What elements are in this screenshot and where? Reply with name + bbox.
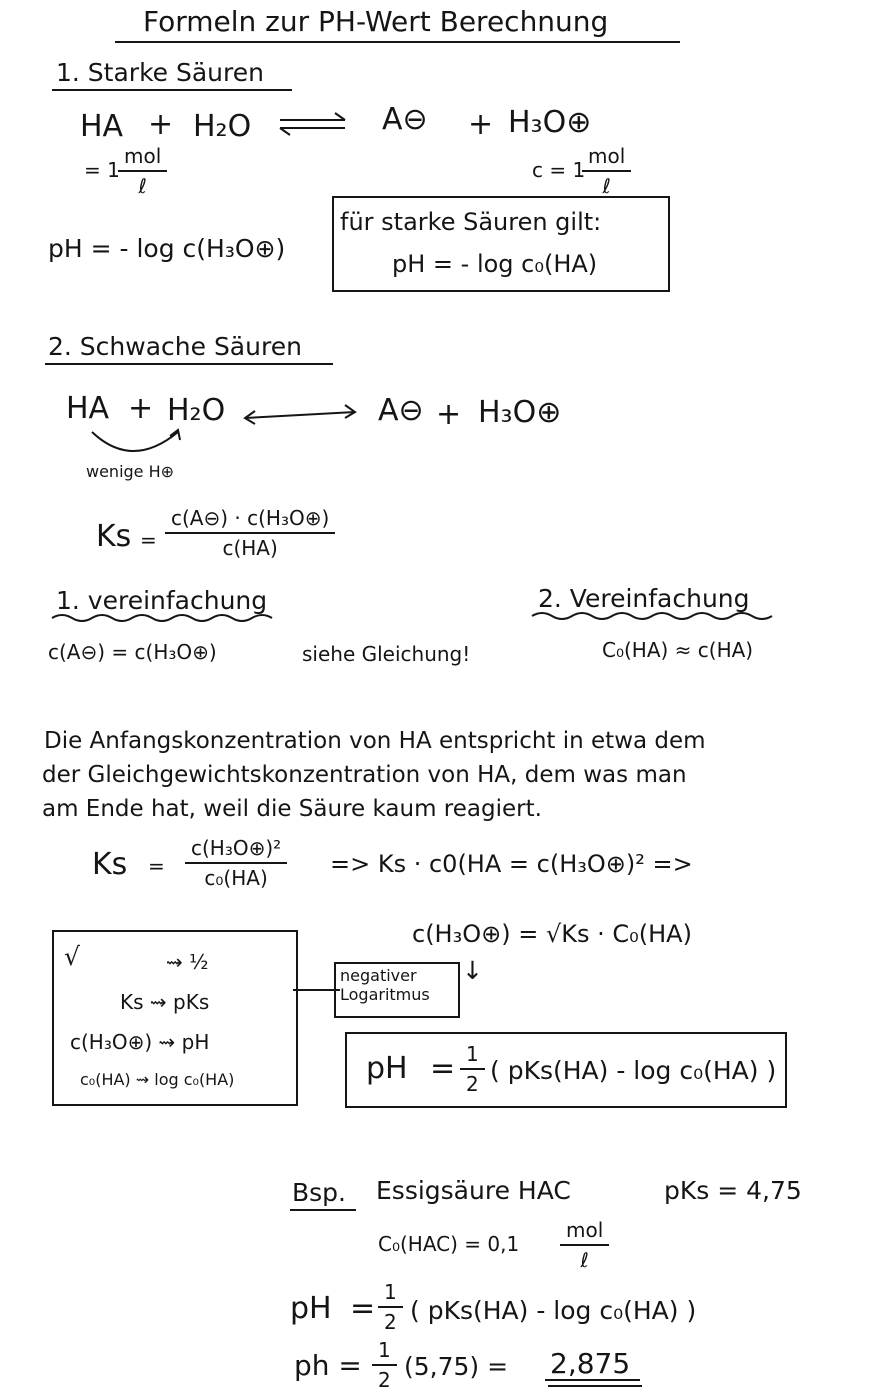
strong-rule-line2: pH = - log c₀(HA) [392, 250, 598, 278]
legend-root-half: ⇝ ½ [166, 950, 209, 974]
example-c0-num: mol [560, 1220, 609, 1246]
ks2-num: c(H₃O⊕)² [185, 838, 287, 864]
strong-eq-plus1: + [148, 107, 174, 142]
ks-eq: = [140, 528, 157, 552]
ks-lhs: Ks [96, 519, 132, 554]
ks2-fraction [185, 838, 287, 888]
note-text: negativer Logaritmus [340, 966, 430, 1005]
example-c0-unit [560, 1220, 609, 1270]
strong-eq-ha: HA [80, 109, 124, 144]
legend-ks: Ks ⇝ pKs [120, 990, 210, 1014]
weak-heading: 2. Schwache Säuren [48, 332, 302, 361]
example-answer: 2,875 [550, 1347, 631, 1380]
example-pks: pKs = 4,75 [664, 1176, 802, 1205]
example-half1-den: 2 [384, 1310, 397, 1334]
example-c0-den: ℓ [580, 1248, 589, 1272]
example-eq1: = [350, 1291, 376, 1326]
simp2-formula: C₀(HA) ≈ c(HA) [602, 638, 754, 662]
weak-eq-plus1: + [128, 391, 154, 426]
down-arrow: ↓ [462, 956, 483, 985]
ks-fraction [165, 508, 335, 558]
example-expr1: ( pKs(HA) - log c₀(HA) ) [410, 1296, 697, 1325]
strong-eq-h2o: H₂O [193, 109, 252, 144]
strong-eq-h3o: H₃O⊕ [508, 105, 592, 140]
strong-ph-formula: pH = - log c(H₃O⊕) [48, 234, 286, 263]
strong-c-right-unit [582, 146, 631, 196]
result-half [460, 1044, 485, 1094]
simp1-note: siehe Gleichung! [302, 642, 471, 666]
simp1-heading: 1. vereinfachung [56, 586, 268, 615]
weak-wenige: wenige H⊕ [86, 462, 175, 481]
strong-c-left-den: ℓ [138, 174, 147, 198]
example-ph2: ph = [294, 1349, 362, 1382]
example-ph1: pH [290, 1291, 332, 1326]
paragraph-line1: Die Anfangskonzentration von HA entspricht in etwa dem [44, 728, 706, 754]
page-title: Formeln zur PH-Wert Berechnung [143, 5, 609, 38]
example-c0: C₀(HAC) = 0,1 [378, 1232, 520, 1256]
strong-c-left-unit [118, 146, 167, 196]
example-bsp: Bsp. [292, 1178, 346, 1207]
ks-den: c(HA) [222, 536, 278, 560]
weak-eq-plus2: + [436, 397, 462, 432]
strong-c-right-prefix: c = 1 [532, 158, 586, 182]
result-half-den: 2 [466, 1072, 479, 1096]
weak-eq-ha: HA [66, 391, 110, 426]
strong-c-right-den: ℓ [602, 174, 611, 198]
strong-heading: 1. Starke Säuren [56, 58, 264, 87]
strong-eq-a: A⊖ [382, 102, 428, 137]
weak-eq-h3o: H₃O⊕ [478, 395, 562, 430]
example-half2-den: 2 [378, 1368, 391, 1392]
paragraph-line3: am Ende hat, weil die Säure kaum reagiert. [42, 796, 542, 822]
ks-num: c(A⊖) · c(H₃O⊕) [165, 508, 335, 534]
ks2-den: c₀(HA) [204, 866, 268, 890]
simp1-formula: c(A⊖) = c(H₃O⊕) [48, 640, 217, 664]
example-half1-num: 1 [378, 1282, 403, 1308]
strong-c-left-num: mol [118, 146, 167, 172]
weak-eq-h2o: H₂O [167, 393, 226, 428]
legend-c0: c₀(HA) ⇝ log c₀(HA) [80, 1070, 235, 1089]
result-half-num: 1 [460, 1044, 485, 1070]
result-ph: pH [366, 1051, 408, 1086]
ks2-lhs: Ks [92, 847, 128, 882]
example-half2 [372, 1340, 397, 1390]
legend-ch3o: c(H₃O⊕) ⇝ pH [70, 1030, 210, 1054]
example-expr2: (5,75) = [404, 1352, 509, 1381]
result-expr: ( pKs(HA) - log c₀(HA) ) [490, 1056, 777, 1085]
simp2-heading: 2. Vereinfachung [538, 584, 750, 613]
result-eq: = [430, 1051, 456, 1086]
legend-root: √ [64, 942, 80, 971]
ch3o-formula: c(H₃O⊕) = √Ks · C₀(HA) [412, 920, 692, 948]
strong-rule-line1: für starke Säuren gilt: [340, 208, 602, 236]
strong-eq-plus2: + [468, 107, 494, 142]
strong-c-right-num: mol [582, 146, 631, 172]
paragraph-line2: der Gleichgewichtskonzentration von HA, dem was man [42, 762, 687, 788]
ks2-rhs: => Ks · c0(HA = c(H₃O⊕)² => [330, 850, 693, 878]
strong-c-left-prefix: = 1 [84, 158, 120, 182]
example-half2-num: 1 [372, 1340, 397, 1366]
ks2-eq: = [148, 854, 165, 878]
example-name: Essigsäure HAC [376, 1176, 571, 1205]
weak-eq-a: A⊖ [378, 393, 424, 428]
example-half1 [378, 1282, 403, 1332]
